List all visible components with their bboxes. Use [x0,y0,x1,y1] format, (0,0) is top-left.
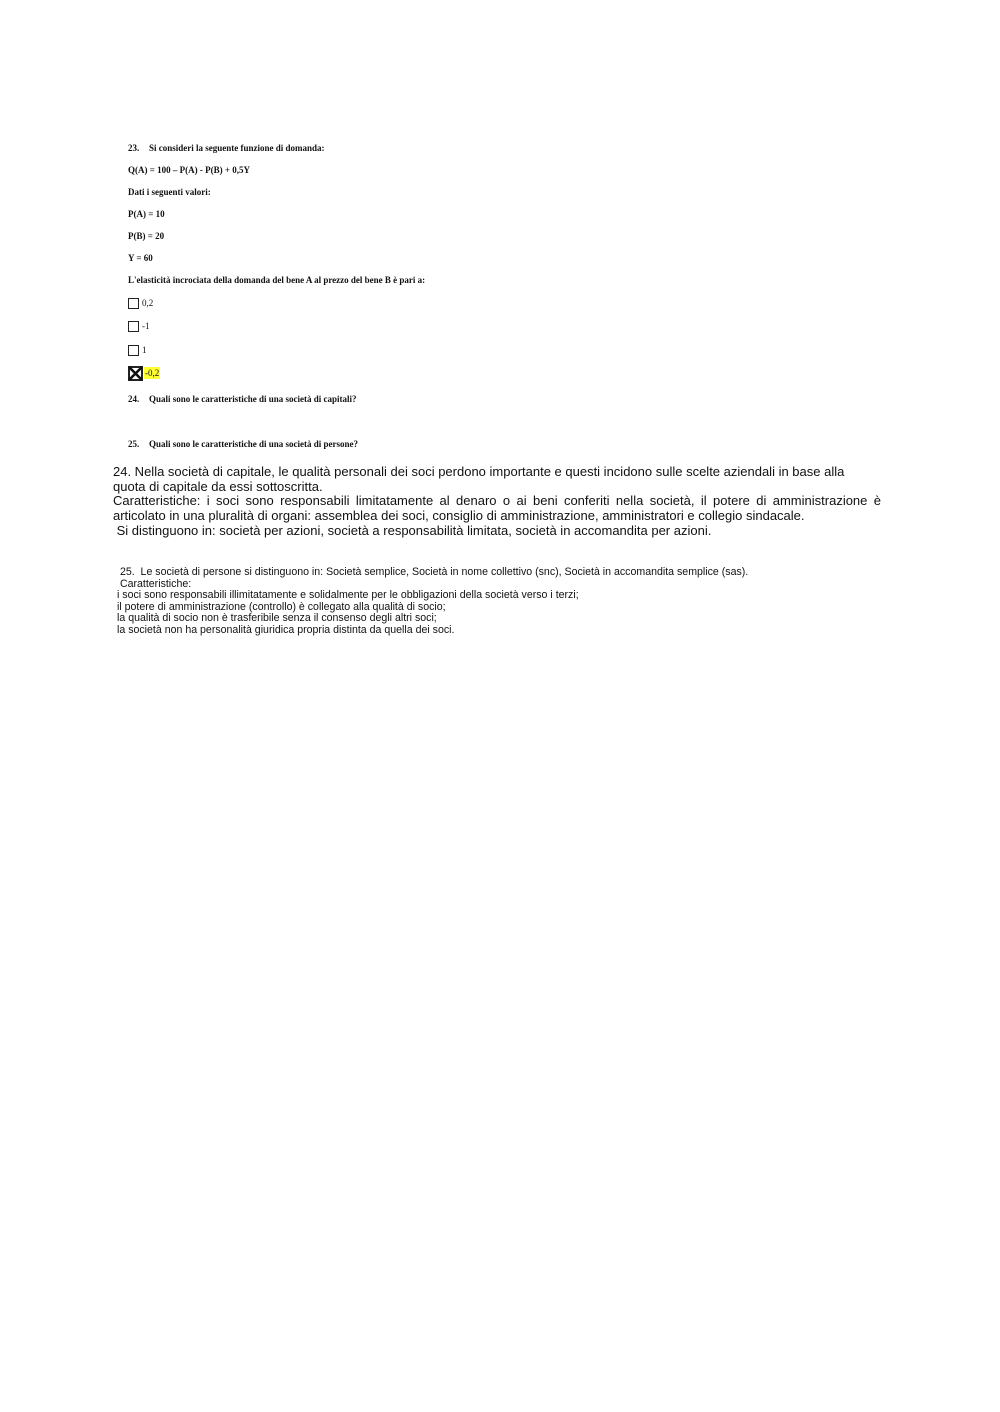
answer-25-line: i soci sono responsabili illimitatamente e solidalmente per le obbligazioni della società verso i terzi; [117,589,579,602]
value-pb: P(B) = 20 [128,231,165,241]
option-3[interactable] [128,343,147,357]
option-3-label: 1 [142,345,147,355]
given-values-intro: Dati i seguenti valori: [128,187,211,197]
question-23-prompt [128,142,325,154]
answer-24-line: Caratteristiche: i soci sono responsabili limitatamente al denaro o ai beni conferiti nella società, il potere di amministrazione è [113,493,881,509]
question-25-number: 25. [128,439,140,449]
answer-25-line: 25. Le società di persone si distinguono in: Società semplice, Società in nome collettivo (snc), Società in accomandita semplice (sas). [117,566,749,578]
answer-25-block [117,567,877,637]
checked-checkbox-icon[interactable] [128,366,143,381]
option-2[interactable] [128,319,150,333]
answer-24-line: Si distinguono in: società per azioni, società a responsabilità limitata, società in accomandita per azioni. [113,522,712,538]
question-23-number: 23. [128,143,140,153]
option-1[interactable] [128,296,153,310]
option-4-label: -0,2 [145,368,160,378]
question-24-text: Quali sono le caratteristiche di una società di capitali? [149,394,357,404]
question-24-prompt [128,393,357,405]
question-25-prompt [128,438,358,450]
answer-24-line: 24. Nella società di capitale, le qualità personali dei soci perdono importante e questi incidono sulle scelte aziendali in base alla [113,464,845,479]
demand-function: Q(A) = 100 – P(A) - P(B) + 0,5Y [128,165,250,175]
question-24-number: 24. [128,394,140,404]
question-23-text: Si consideri la seguente funzione di domanda: [149,143,325,153]
checkbox-icon[interactable] [128,298,139,309]
checkbox-icon[interactable] [128,345,139,356]
option-1-label: 0,2 [142,298,154,308]
answer-24-line: articolato in una pluralità di organi: assemblea dei soci, consiglio di amministrazione, amministratori e collegio sindacale. [113,508,805,524]
answer-25-line: la società non ha personalità giuridica propria distinta da quella dei soci. [117,623,455,636]
option-4[interactable] [128,366,160,380]
cross-mark-icon [126,364,145,383]
value-pa: P(A) = 10 [128,209,165,219]
answer-24-line: quota di capitale da essi sottoscritta. [113,478,323,494]
answer-25-line: Caratteristiche: [117,577,192,590]
checkbox-icon[interactable] [128,321,139,332]
answer-25-line: la qualità di socio non è trasferibile senza il consenso degli altri soci; [117,612,437,625]
answer-25-line: il potere di amministrazione (controllo) è collegato alla qualità di socio; [117,600,446,613]
value-y: Y = 60 [128,253,153,263]
question-25-text: Quali sono le caratteristiche di una società di persone? [149,439,358,449]
answer-24-block [113,465,881,539]
option-2-label: -1 [142,321,150,331]
elasticity-question: L'elasticità incrociata della domanda del bene A al prezzo del bene B è pari a: [128,275,426,285]
